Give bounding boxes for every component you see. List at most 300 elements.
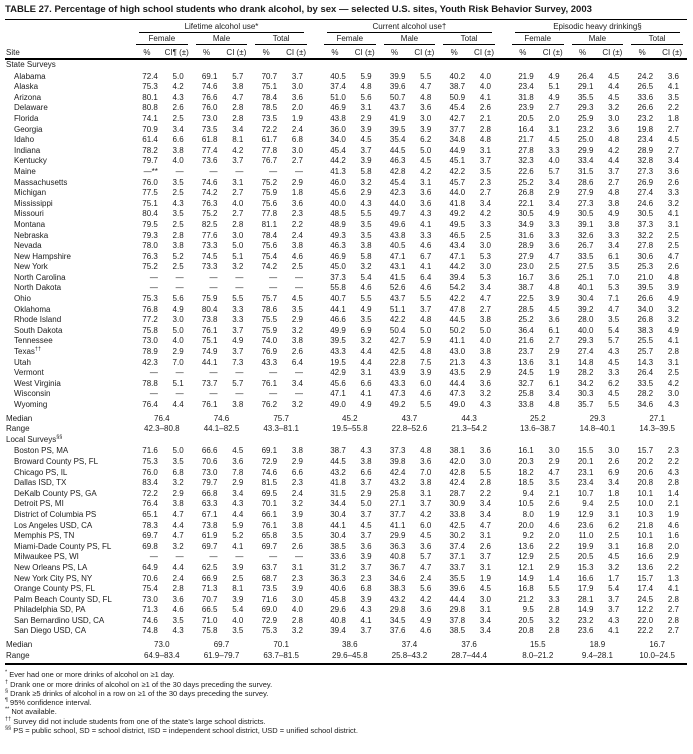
value-cell: 3.2 bbox=[667, 198, 679, 208]
value-cell: 3.2 bbox=[479, 389, 491, 399]
value-cell: 6.8 bbox=[172, 467, 184, 477]
value-cell: 4.7 bbox=[608, 304, 620, 314]
value-cell: 3.9 bbox=[420, 124, 432, 134]
value-cell: 3.6 bbox=[291, 198, 303, 208]
subheader-female: Female bbox=[132, 33, 192, 45]
value-cell: 33.8 bbox=[518, 400, 534, 409]
value-cell: 2.6 bbox=[548, 499, 560, 509]
value-cell: 11.0 bbox=[578, 531, 594, 541]
value-cell: 2.8 bbox=[479, 478, 491, 488]
value-cell: 55.8 bbox=[330, 283, 346, 293]
value-cell: 2.3 bbox=[291, 478, 303, 488]
value-cell: 77.5 bbox=[142, 188, 158, 198]
value-cell: 22.1 bbox=[518, 198, 534, 208]
value-cell: 4.1 bbox=[360, 615, 372, 625]
column-gap bbox=[499, 241, 508, 252]
value-cell: 43.8 bbox=[389, 230, 406, 240]
value-cell: 45.4 bbox=[330, 145, 346, 155]
value-cell: 48.5 bbox=[330, 209, 346, 219]
value-cell: — bbox=[209, 368, 218, 378]
value-cell: 3.6 bbox=[172, 594, 184, 604]
value-cell: 39.9 bbox=[389, 71, 406, 81]
column-gap bbox=[311, 468, 320, 479]
value-cell: 2.9 bbox=[172, 488, 184, 498]
value-cell: 21.2 bbox=[518, 594, 534, 604]
value-cell: 10.1 bbox=[637, 531, 654, 541]
value-cell: 4.0 bbox=[232, 615, 244, 625]
value-cell: — bbox=[269, 368, 278, 378]
value-cell: 37.3 bbox=[389, 446, 406, 456]
value-cell: 31.6 bbox=[518, 230, 534, 240]
site-cell: Idaho bbox=[14, 135, 35, 145]
value-cell: 2.9 bbox=[479, 368, 491, 378]
value-cell: 3.5 bbox=[172, 177, 184, 187]
value-cell: 74.8 bbox=[142, 626, 158, 636]
value-cell: 29.9 bbox=[389, 531, 406, 541]
site-cell: Mississippi bbox=[14, 198, 53, 208]
column-gap bbox=[499, 125, 508, 136]
value-cell: 4.1 bbox=[232, 541, 244, 551]
column-gap bbox=[499, 231, 508, 242]
column-gap bbox=[311, 82, 320, 93]
column-gap bbox=[311, 400, 320, 411]
value-cell: 34.0 bbox=[330, 135, 346, 145]
value-cell: 3.8 bbox=[608, 219, 620, 229]
value-cell: 1.9 bbox=[548, 368, 560, 378]
value-cell: 3.1 bbox=[608, 509, 620, 519]
value-cell: 66.8 bbox=[201, 488, 218, 498]
value-cell: 3.7 bbox=[608, 166, 620, 176]
value-cell: 34.6 bbox=[637, 400, 654, 409]
value-cell: 3.1 bbox=[667, 357, 679, 367]
range-row bbox=[5, 424, 687, 435]
site-column-label: Site bbox=[5, 45, 132, 59]
value-cell: 30.5 bbox=[637, 209, 654, 219]
value-cell: 36.7 bbox=[389, 562, 406, 572]
column-gap bbox=[499, 209, 508, 220]
column-gap bbox=[499, 220, 508, 231]
value-cell: 47.8 bbox=[449, 304, 466, 314]
site-cell: Arizona bbox=[14, 92, 42, 102]
value-cell: — bbox=[235, 389, 244, 399]
value-cell: — bbox=[209, 166, 218, 176]
value-cell: 50.7 bbox=[389, 92, 406, 102]
column-gap bbox=[311, 552, 320, 563]
value-cell: 25.3 bbox=[637, 262, 654, 272]
subheader-female: Female bbox=[508, 33, 568, 45]
value-cell: 29.6 bbox=[330, 605, 346, 615]
value-cell: 5.1 bbox=[548, 82, 560, 92]
value-cell: 6.1 bbox=[548, 325, 560, 335]
column-gap bbox=[499, 651, 508, 665]
value-cell: 3.7 bbox=[360, 478, 372, 488]
table-row bbox=[5, 468, 687, 479]
value-cell: 6.7 bbox=[420, 251, 432, 261]
value-cell: 3.1 bbox=[548, 357, 560, 367]
table-row bbox=[5, 103, 687, 114]
value-cell: 5.5 bbox=[420, 294, 432, 304]
footnote: ¶ 95% confidence interval. bbox=[5, 697, 92, 708]
column-gap bbox=[499, 45, 508, 59]
value-cell: 2.4 bbox=[420, 573, 432, 583]
value-cell: 2.2 bbox=[667, 103, 679, 113]
value-cell: 3.4 bbox=[479, 198, 491, 208]
column-gap bbox=[311, 347, 320, 358]
value-cell: 49.0 bbox=[330, 400, 346, 409]
site-cell: South Dakota bbox=[14, 325, 63, 335]
value-cell: 4.1 bbox=[667, 336, 679, 346]
value-cell: 1.9 bbox=[667, 509, 679, 519]
value-cell: — bbox=[269, 389, 278, 399]
value-cell: 29.1 bbox=[577, 82, 594, 92]
value-cell: 38.7 bbox=[330, 446, 346, 456]
value-cell: 3.4 bbox=[548, 198, 560, 208]
value-cell: 27.3 bbox=[577, 198, 594, 208]
value-cell: 39.8 bbox=[389, 456, 406, 466]
footnotes bbox=[5, 665, 687, 735]
table-row bbox=[5, 315, 687, 326]
value-cell: 37.4 bbox=[449, 541, 466, 551]
value-cell: 76.1 bbox=[261, 520, 278, 530]
value-cell: 32.2 bbox=[637, 230, 654, 240]
column-gap bbox=[499, 368, 508, 379]
value-cell: 3.5 bbox=[360, 219, 372, 229]
value-cell: 33.5 bbox=[577, 251, 594, 261]
value-cell: 17.9 bbox=[577, 584, 594, 594]
value-cell: 70.6 bbox=[142, 573, 158, 583]
value-cell: 4.7 bbox=[667, 251, 679, 261]
section-header-row bbox=[5, 59, 687, 71]
value-cell: 38.3 bbox=[389, 584, 406, 594]
value-cell: 3.0 bbox=[479, 241, 491, 251]
value-cell: 7.1 bbox=[608, 294, 620, 304]
value-cell: 31.2 bbox=[330, 562, 346, 572]
pct-column-label: % bbox=[380, 45, 410, 59]
value-cell: 37.7 bbox=[389, 509, 406, 519]
value-cell: 35.5 bbox=[577, 92, 594, 102]
value-cell: 4.9 bbox=[360, 400, 372, 409]
value-cell: 3.4 bbox=[548, 389, 560, 399]
value-cell: 3.1 bbox=[291, 562, 303, 572]
value-cell: 6.8 bbox=[360, 584, 372, 594]
value-cell: 16.7 bbox=[518, 272, 534, 282]
value-cell: 24.2 bbox=[637, 71, 654, 81]
value-cell: 27.4 bbox=[577, 347, 594, 357]
value-cell: 42.3 bbox=[389, 188, 406, 198]
value-cell: 73.8 bbox=[201, 520, 218, 530]
summary-value-cell: 64.9–83.4 bbox=[132, 651, 192, 665]
value-cell: 1.8 bbox=[291, 188, 303, 198]
value-cell: 40.7 bbox=[330, 294, 346, 304]
value-cell: 7.3 bbox=[232, 357, 244, 367]
value-cell: 20.8 bbox=[518, 626, 534, 636]
value-cell: — bbox=[175, 166, 184, 176]
value-cell: 3.2 bbox=[360, 336, 372, 346]
value-cell: 3.5 bbox=[608, 262, 620, 272]
value-cell: 2.9 bbox=[360, 113, 372, 123]
table-row bbox=[5, 82, 687, 93]
value-cell: 3.3 bbox=[548, 145, 560, 155]
summary-value-cell: 14.8–40.1 bbox=[579, 424, 616, 434]
value-cell: 75.1 bbox=[201, 336, 218, 346]
value-cell: 2.5 bbox=[667, 230, 679, 240]
value-cell: 2.9 bbox=[291, 177, 303, 187]
value-cell: 6.0 bbox=[420, 378, 432, 388]
value-cell: 3.7 bbox=[360, 531, 372, 541]
pct-column-label: % bbox=[251, 45, 281, 59]
summary-value-cell: 45.2 bbox=[342, 413, 358, 423]
value-cell: 50.4 bbox=[389, 325, 406, 335]
value-cell: 81.5 bbox=[261, 478, 278, 488]
value-cell: 43.3 bbox=[389, 378, 406, 388]
value-cell: 40.8 bbox=[389, 552, 406, 562]
value-cell: — bbox=[235, 368, 244, 378]
value-cell: 2.6 bbox=[479, 103, 491, 113]
value-cell: — bbox=[269, 552, 278, 562]
value-cell: 75.5 bbox=[261, 315, 278, 325]
value-cell: 29.3 bbox=[577, 103, 594, 113]
value-cell: 33.5 bbox=[637, 378, 654, 388]
value-cell: 49.6 bbox=[389, 219, 406, 229]
value-cell: 4.1 bbox=[667, 82, 679, 92]
group-header-episodic: Episodic heavy drinking§ bbox=[508, 21, 687, 33]
value-cell: 77.4 bbox=[201, 145, 218, 155]
value-cell: 4.9 bbox=[667, 325, 679, 335]
value-cell: 4.7 bbox=[420, 562, 432, 572]
table-row bbox=[5, 167, 687, 178]
value-cell: 34.9 bbox=[518, 219, 534, 229]
value-cell: 1.9 bbox=[548, 509, 560, 519]
value-cell: 4.7 bbox=[479, 520, 491, 530]
value-cell: 3.9 bbox=[232, 562, 244, 572]
value-cell: 21.6 bbox=[518, 336, 534, 346]
value-cell: 37.1 bbox=[449, 552, 466, 562]
column-gap bbox=[311, 262, 320, 273]
value-cell: 52.6 bbox=[389, 283, 406, 293]
value-cell: 2.7 bbox=[232, 188, 244, 198]
column-gap bbox=[499, 445, 508, 457]
value-cell: 2.2 bbox=[291, 219, 303, 229]
value-cell: — bbox=[149, 389, 158, 399]
summary-value-cell: 25.2 bbox=[529, 413, 546, 423]
value-cell: — bbox=[209, 389, 218, 399]
value-cell: 3.0 bbox=[479, 262, 491, 272]
value-cell: 4.0 bbox=[548, 156, 560, 166]
value-cell: 5.8 bbox=[360, 251, 372, 261]
value-cell: 37.7 bbox=[449, 124, 466, 134]
value-cell: 4.1 bbox=[420, 219, 432, 229]
value-cell: 3.3 bbox=[232, 304, 244, 314]
value-cell: 18.2 bbox=[518, 467, 534, 477]
value-cell: 3.3 bbox=[667, 188, 679, 198]
value-cell: 48.9 bbox=[330, 219, 346, 229]
table-row bbox=[5, 626, 687, 637]
value-cell: 27.5 bbox=[577, 262, 594, 272]
value-cell: 28.2 bbox=[577, 368, 594, 378]
value-cell: 26.8 bbox=[637, 315, 654, 325]
column-gap bbox=[311, 637, 320, 651]
value-cell: 9.4 bbox=[522, 488, 534, 498]
column-gap bbox=[311, 489, 320, 500]
value-cell: 78.8 bbox=[142, 378, 158, 388]
value-cell: 42.2 bbox=[389, 315, 406, 325]
site-cell: Los Angeles USD, CA bbox=[14, 520, 93, 530]
value-cell: 76.2 bbox=[261, 400, 278, 409]
value-cell: 5.6 bbox=[420, 584, 432, 594]
value-cell: 5.7 bbox=[232, 378, 244, 388]
site-cell: Alaska bbox=[14, 82, 39, 92]
value-cell: 3.9 bbox=[291, 509, 303, 519]
value-cell: 1.8 bbox=[667, 113, 679, 123]
value-cell: 3.2 bbox=[608, 103, 620, 113]
value-cell: 46.9 bbox=[330, 103, 346, 113]
value-cell: 49.7 bbox=[389, 209, 406, 219]
column-gap bbox=[499, 379, 508, 390]
value-cell: 70.9 bbox=[142, 124, 158, 134]
value-cell: 43.7 bbox=[389, 294, 406, 304]
value-cell: 3.4 bbox=[232, 124, 244, 134]
value-cell: 8.1 bbox=[232, 584, 244, 594]
site-cell: District of Columbia PS bbox=[14, 509, 97, 519]
section-label: Local Surveys§§ bbox=[6, 434, 63, 444]
value-cell: 4.5 bbox=[667, 135, 679, 145]
site-cell: North Dakota bbox=[14, 283, 62, 293]
value-cell: 29.9 bbox=[577, 145, 594, 155]
value-cell: 23.1 bbox=[577, 467, 594, 477]
value-cell: 42.0 bbox=[449, 456, 466, 466]
column-gap bbox=[311, 595, 320, 606]
value-cell: 72.9 bbox=[261, 615, 278, 625]
value-cell: 75.9 bbox=[261, 188, 278, 198]
value-cell: 49.2 bbox=[449, 209, 466, 219]
column-gap bbox=[311, 457, 320, 468]
range-row bbox=[5, 651, 687, 665]
summary-value-cell: 44.1–82.5 bbox=[203, 424, 240, 434]
summary-value-cell: 43.7 bbox=[401, 413, 418, 423]
site-cell: Montana bbox=[14, 219, 46, 229]
value-cell: 3.0 bbox=[420, 113, 432, 123]
value-cell: 3.4 bbox=[608, 478, 620, 488]
value-cell: 20.8 bbox=[637, 478, 654, 488]
value-cell: 4.2 bbox=[420, 594, 432, 604]
value-cell: 76.0 bbox=[142, 177, 158, 187]
value-cell: — bbox=[294, 283, 303, 293]
value-cell: 5.4 bbox=[608, 325, 620, 335]
value-cell: 2.6 bbox=[291, 347, 303, 357]
column-gap bbox=[499, 605, 508, 616]
value-cell: 3.0 bbox=[172, 315, 184, 325]
value-cell: 41.3 bbox=[330, 166, 346, 176]
value-cell: 33.6 bbox=[330, 552, 346, 562]
value-cell: 2.1 bbox=[548, 488, 560, 498]
table-row bbox=[5, 499, 687, 510]
value-cell: 76.9 bbox=[261, 347, 278, 357]
value-cell: 4.1 bbox=[420, 262, 432, 272]
table-row bbox=[5, 347, 687, 358]
value-cell: 3.7 bbox=[360, 562, 372, 572]
value-cell: 2.3 bbox=[479, 177, 491, 187]
value-cell: 2.9 bbox=[360, 488, 372, 498]
value-cell: 49.0 bbox=[449, 400, 466, 409]
site-cell: Delaware bbox=[14, 103, 48, 113]
value-cell: 76.6 bbox=[201, 92, 218, 102]
table-row bbox=[5, 188, 687, 199]
value-cell: 41.5 bbox=[389, 272, 406, 282]
value-cell: 3.7 bbox=[479, 552, 491, 562]
value-cell: 4.4 bbox=[172, 400, 184, 409]
value-cell: 72.9 bbox=[261, 456, 278, 466]
value-cell: 3.2 bbox=[291, 400, 303, 409]
value-cell: 5.5 bbox=[479, 467, 491, 477]
value-cell: 4.8 bbox=[667, 272, 679, 282]
value-cell: 5.2 bbox=[232, 531, 244, 541]
site-cell: San Diego USD, CA bbox=[14, 626, 87, 636]
value-cell: 18.5 bbox=[518, 478, 534, 488]
value-cell: — bbox=[294, 389, 303, 399]
table-header bbox=[5, 21, 687, 59]
summary-value-cell: 22.8–52.6 bbox=[391, 424, 428, 434]
value-cell: 4.2 bbox=[420, 509, 432, 519]
summary-value-cell: 8.0–21.2 bbox=[508, 651, 568, 665]
value-cell: 2.7 bbox=[548, 336, 560, 346]
value-cell: 2.1 bbox=[667, 499, 679, 509]
value-cell: 3.2 bbox=[291, 325, 303, 335]
value-cell: 25.8 bbox=[518, 389, 534, 399]
value-cell: 8.1 bbox=[232, 135, 244, 145]
value-cell: 83.4 bbox=[142, 478, 158, 488]
column-gap bbox=[311, 231, 320, 242]
site-cell: Indiana bbox=[14, 145, 41, 155]
value-cell: 7.5 bbox=[420, 357, 432, 367]
value-cell: 31.8 bbox=[518, 92, 534, 102]
value-cell: 40.2 bbox=[449, 71, 466, 81]
value-cell: 36.3 bbox=[389, 541, 406, 551]
value-cell: 30.6 bbox=[637, 251, 654, 261]
value-cell: 12.9 bbox=[577, 509, 594, 519]
value-cell: 4.1 bbox=[360, 389, 372, 399]
value-cell: 4.3 bbox=[667, 467, 679, 477]
value-cell: 4.3 bbox=[360, 198, 372, 208]
value-cell: 2.5 bbox=[172, 188, 184, 198]
value-cell: 3.2 bbox=[608, 562, 620, 572]
value-cell: 4.1 bbox=[479, 92, 491, 102]
value-cell: 23.4 bbox=[577, 478, 594, 488]
value-cell: 25.0 bbox=[577, 135, 594, 145]
value-cell: 3.9 bbox=[667, 283, 679, 293]
value-cell: 4.0 bbox=[232, 198, 244, 208]
value-cell: — bbox=[175, 283, 184, 293]
value-cell: 31.5 bbox=[577, 166, 594, 176]
value-cell: 23.6 bbox=[577, 626, 594, 636]
value-cell: 34.4 bbox=[330, 499, 346, 509]
value-cell: 20.6 bbox=[637, 467, 654, 477]
value-cell: 3.6 bbox=[548, 272, 560, 282]
value-cell: 75.4 bbox=[142, 584, 158, 594]
value-cell: 3.8 bbox=[608, 198, 620, 208]
ci-column-label: CI¶ (±) bbox=[162, 45, 192, 59]
group-header-lifetime: Lifetime alcohol use* bbox=[132, 21, 311, 33]
value-cell: 77.8 bbox=[261, 209, 278, 219]
value-cell: 69.7 bbox=[142, 531, 158, 541]
value-cell: 42.4 bbox=[389, 467, 406, 477]
site-cell: Oklahoma bbox=[14, 304, 51, 314]
value-cell: 3.5 bbox=[360, 315, 372, 325]
value-cell: 39.4 bbox=[330, 626, 346, 636]
column-gap bbox=[311, 326, 320, 337]
column-gap bbox=[311, 156, 320, 167]
value-cell: 3.8 bbox=[291, 520, 303, 530]
column-gap bbox=[311, 220, 320, 231]
